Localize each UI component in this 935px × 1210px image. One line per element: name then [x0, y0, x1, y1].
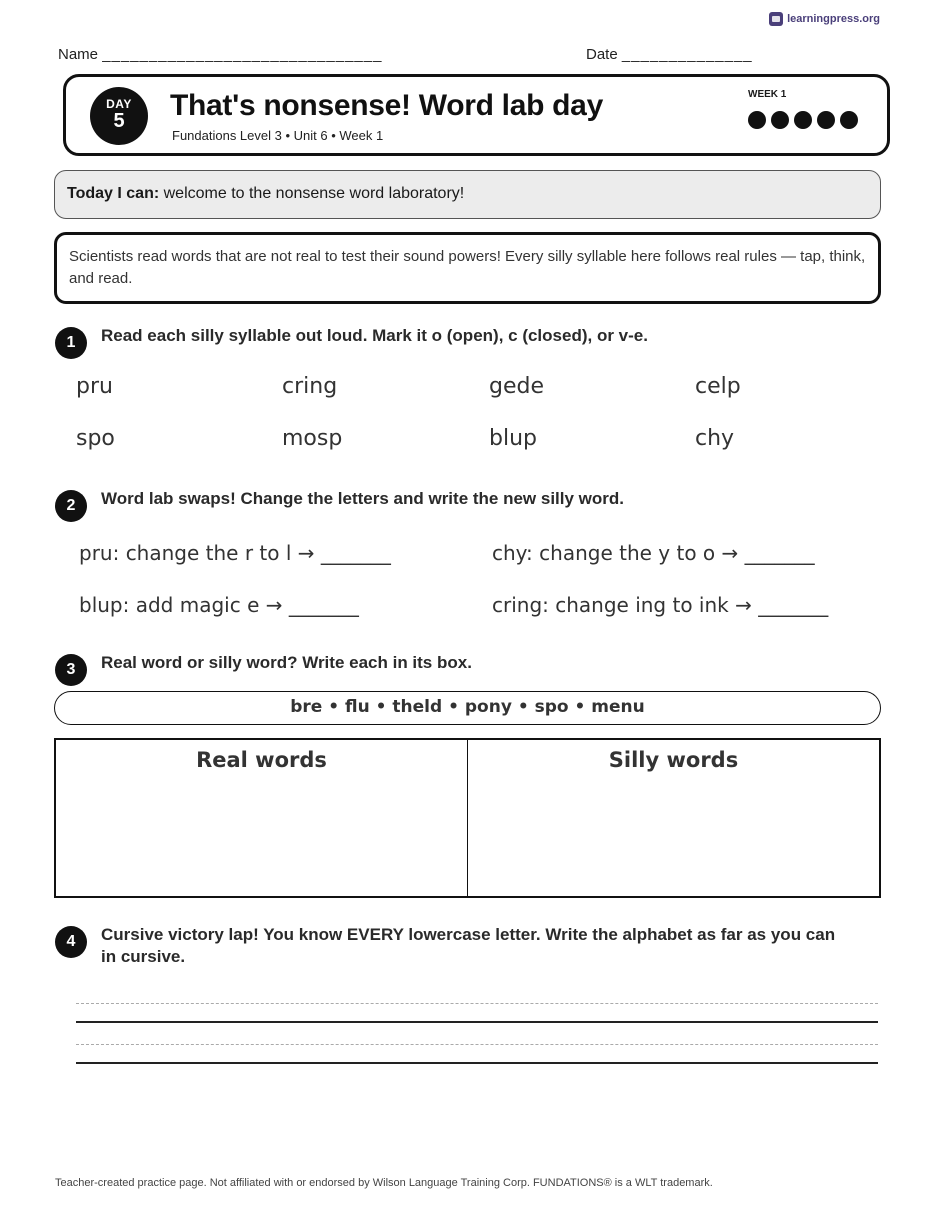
header-card — [63, 74, 890, 156]
syllable-item: gede — [489, 374, 544, 399]
page-title: That's nonsense! Word lab day — [170, 89, 603, 122]
today-lead: Today I can: — [67, 185, 160, 202]
question-1-number: 1 — [55, 327, 87, 359]
book-icon — [769, 12, 783, 26]
syllable-item: spo — [76, 426, 115, 451]
name-label: Name — [58, 46, 99, 63]
swap-item[interactable]: chy: change the y to o → _______ — [492, 541, 815, 565]
silly-words-box[interactable] — [467, 740, 879, 896]
syllable-item: celp — [695, 374, 741, 399]
question-2-number: 2 — [55, 490, 87, 522]
question-4-number: 4 — [55, 926, 87, 958]
swap-item[interactable]: cring: change ing to ink → _______ — [492, 593, 829, 617]
name-blank: ______________________________ — [102, 46, 383, 63]
day-number: 5 — [113, 110, 125, 132]
intro-box: Scientists read words that are not real to test their sound powers! Every silly syllable here follows real rules — tap, think, and read. — [54, 232, 881, 304]
syllable-item: blup — [489, 426, 537, 451]
syllable-item: cring — [282, 374, 338, 399]
real-words-box[interactable] — [56, 740, 467, 896]
question-3-number: 3 — [55, 654, 87, 686]
syllable-item: mosp — [282, 426, 343, 451]
writing-line[interactable] — [76, 1062, 878, 1064]
brand-link[interactable] — [769, 12, 880, 26]
footer-disclaimer: Teacher-created practice page. Not affiliated with or endorsed by Wilson Language Training Corp. FUNDATIONS® is a WLT trademark. — [55, 1177, 713, 1189]
sort-table — [54, 738, 881, 898]
today-text: welcome to the nonsense word laboratory! — [159, 185, 465, 202]
progress-dot — [794, 111, 812, 129]
date-label: Date — [586, 46, 618, 63]
today-i-can-box — [54, 170, 881, 219]
swap-item[interactable]: blup: add magic e → _______ — [79, 593, 359, 617]
week-progress-dots — [748, 111, 858, 129]
question-3-prompt: Real word or silly word? Write each in its box. — [101, 653, 472, 672]
silly-words-heading: Silly words — [608, 748, 739, 772]
writing-guide-dashed — [76, 1003, 878, 1004]
word-bank: bre • flu • theld • pony • spo • menu — [54, 691, 881, 725]
progress-dot — [817, 111, 835, 129]
page-subtitle: Fundations Level 3 • Unit 6 • Week 1 — [172, 128, 384, 143]
syllable-item: pru — [76, 374, 113, 399]
writing-guide-dashed — [76, 1044, 878, 1045]
brand-text: learningpress.org — [787, 13, 880, 25]
date-field[interactable] — [586, 46, 753, 63]
day-label: DAY — [106, 97, 132, 111]
day-badge — [90, 87, 148, 145]
name-field[interactable] — [58, 46, 382, 63]
week-label: WEEK 1 — [748, 89, 787, 100]
progress-dot — [771, 111, 789, 129]
writing-line[interactable] — [76, 1021, 878, 1023]
syllable-item: chy — [695, 426, 735, 451]
progress-dot — [840, 111, 858, 129]
question-2-prompt: Word lab swaps! Change the letters and write the new silly word. — [101, 489, 625, 508]
question-4-prompt: Cursive victory lap! You know EVERY lowercase letter. Write the alphabet as far as you can in cursive. — [101, 925, 836, 966]
swap-item[interactable]: pru: change the r to l → _______ — [79, 541, 391, 565]
date-blank: ______________ — [621, 46, 753, 63]
real-words-heading: Real words — [196, 748, 327, 772]
progress-dot — [748, 111, 766, 129]
question-1-prompt: Read each silly syllable out loud. Mark it o (open), c (closed), or v-e. — [101, 326, 648, 345]
